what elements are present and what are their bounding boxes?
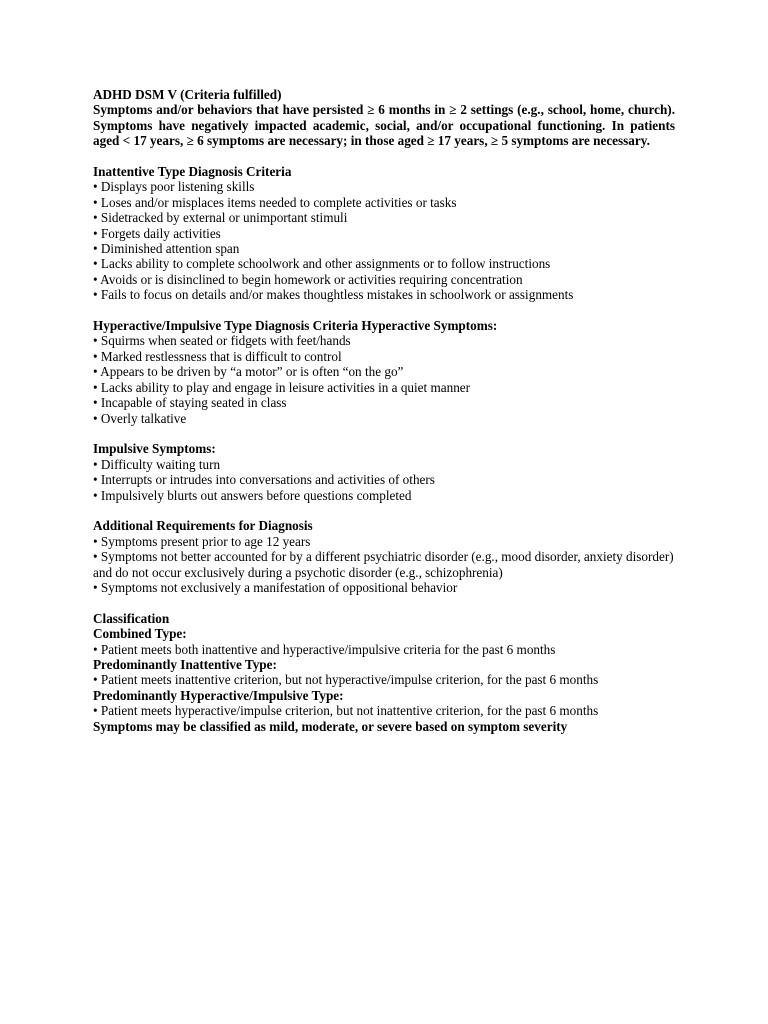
combined-type-heading: Combined Type: (93, 626, 187, 642)
impulsive-heading: Impulsive Symptoms: (93, 441, 216, 457)
list-item: • Sidetracked by external or unimportant stimuli (93, 210, 348, 226)
list-item: • Lacks ability to complete schoolwork and other assignments or to follow instructions (93, 256, 551, 272)
list-item: • Squirms when seated or fidgets with feet/hands (93, 333, 351, 349)
list-item: • Symptoms not better accounted for by a different psychiatric disorder (e.g., mood disorder, anxiety disorder) and do not occur exclusively during a psychotic disorder (e.g., schizophrenia) (93, 549, 674, 580)
additional-heading: Additional Requirements for Diagnosis (93, 518, 313, 534)
hyperactive-heading: Hyperactive/Impulsive Type Diagnosis Criteria Hyperactive Symptoms: (93, 318, 498, 334)
spacer (93, 503, 675, 518)
list-item: • Patient meets inattentive criterion, but not hyperactive/impulse criterion, for the past 6 months (93, 672, 599, 688)
document-page (93, 87, 675, 734)
list-item: • Forgets daily activities (93, 225, 221, 241)
list-item: • Patient meets hyperactive/impulse criterion, but not inattentive criterion, for the past 6 months (93, 703, 599, 719)
list-item: • Avoids or is disinclined to begin homework or activities requiring concentration (93, 271, 523, 287)
list-item: • Marked restlessness that is difficult to control (93, 348, 342, 364)
list-item: • Patient meets both inattentive and hyperactive/impulsive criteria for the past 6 months (93, 641, 556, 657)
list-item: • Fails to focus on details and/or makes thoughtless mistakes in schoolwork or assignments (93, 287, 574, 303)
spacer (93, 426, 675, 441)
list-item: • Loses and/or misplaces items needed to complete activities or tasks (93, 194, 457, 210)
intro-paragraph: Symptoms and/or behaviors that have persisted ≥ 6 months in ≥ 2 settings (e.g., school, home, church). Symptoms have negatively impacted academic, social, and/or occupational functioning. In patients aged < 17 years, ≥ 6 symptoms are necessary; in those aged ≥ 17 years, ≥ 5 symptoms are necessary. (93, 102, 675, 149)
list-item: • Overly talkative (93, 410, 187, 426)
severity-note: Symptoms may be classified as mild, moderate, or severe based on symptom severity (93, 718, 568, 734)
list-item: • Displays poor listening skills (93, 179, 255, 195)
list-item: • Incapable of staying seated in class (93, 395, 287, 411)
list-item: • Appears to be driven by “a motor” or is often “on the go” (93, 364, 404, 380)
list-item: • Lacks ability to play and engage in leisure activities in a quiet manner (93, 379, 471, 395)
document-title: ADHD DSM V (Criteria fulfilled) (93, 87, 282, 102)
inattentive-type-heading: Predominantly Inattentive Type: (93, 656, 277, 672)
list-item: • Impulsively blurts out answers before questions completed (93, 487, 412, 503)
spacer (93, 303, 675, 318)
list-item: • Symptoms not exclusively a manifestation of oppositional behavior (93, 579, 458, 595)
list-item: • Symptoms present prior to age 12 years (93, 533, 311, 549)
list-item: • Difficulty waiting turn (93, 456, 221, 472)
list-item: • Diminished attention span (93, 241, 240, 257)
list-item: • Interrupts or intrudes into conversations and activities of others (93, 472, 435, 488)
spacer (93, 149, 675, 164)
classification-heading: Classification (93, 610, 170, 626)
inattentive-heading: Inattentive Type Diagnosis Criteria (93, 164, 292, 180)
hyperactive-type-heading: Predominantly Hyperactive/Impulsive Type: (93, 687, 344, 703)
spacer (93, 595, 675, 610)
